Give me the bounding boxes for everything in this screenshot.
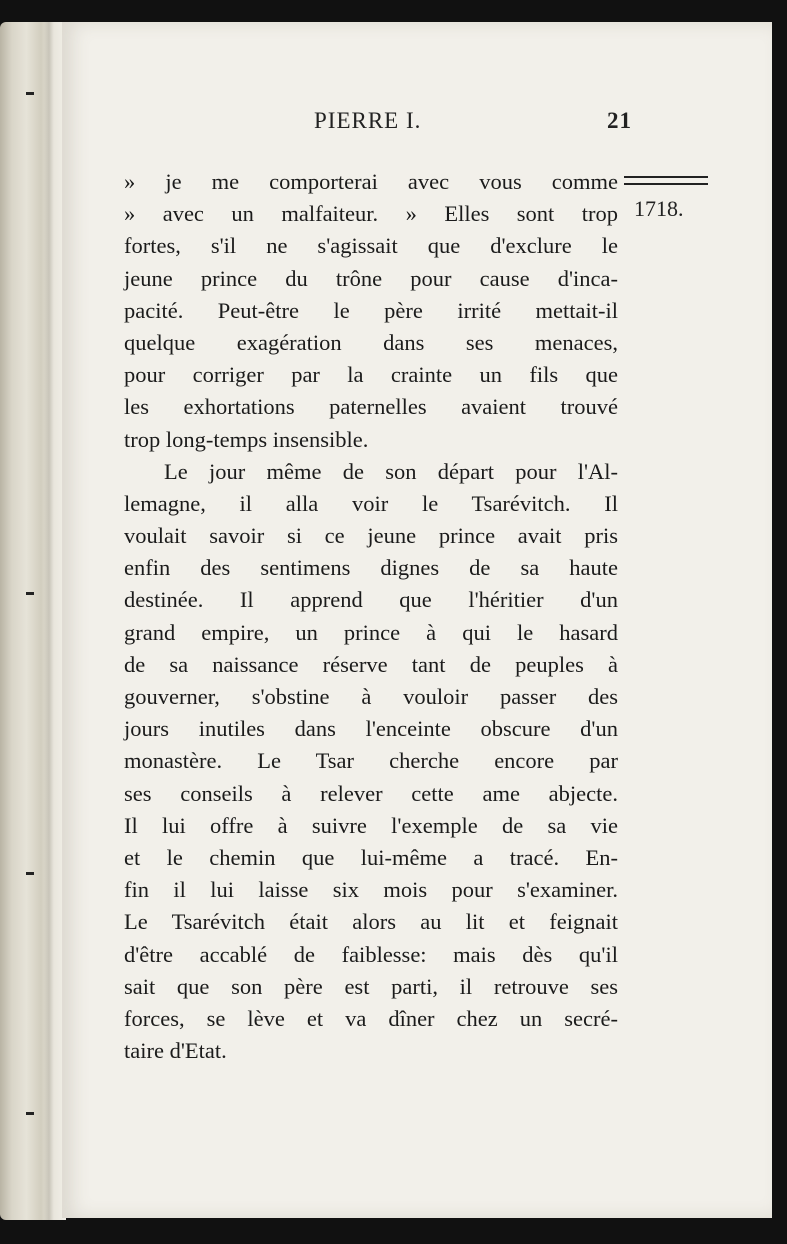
text-line: taire d'Etat. <box>124 1038 227 1064</box>
text-line: gouverner, s'obstine à vouloir passer des <box>124 684 618 709</box>
text-line: destinée. Il apprend que l'héritier d'un <box>124 587 618 613</box>
text-line: Le Tsarévitch était alors au lit et feignait <box>124 909 618 935</box>
binding-mark <box>26 872 34 875</box>
body-text <box>124 166 618 1067</box>
text-line: » je me comporterai avec vous comme <box>124 169 618 194</box>
text-line: grand empire, un prince à qui le hasard <box>124 619 618 645</box>
text-line: Le jour même de son départ pour l'Al- <box>164 458 618 484</box>
text-line: jours inutiles dans l'enceinte obscure d'un <box>124 716 618 742</box>
page-number: 21 <box>607 108 632 133</box>
text-line: les exhortations paternelles avaient trouvé <box>124 394 618 420</box>
text-line: monastère. Le Tsar cherche encore par <box>124 748 618 774</box>
text-line: voulait savoir si ce jeune prince avait pris <box>124 523 618 549</box>
binding-mark <box>26 1112 34 1115</box>
text-line: pour corriger par la crainte un fils que <box>124 362 618 388</box>
text-line: ses conseils à relever cette ame abjecte. <box>124 780 618 806</box>
text-line: trop long-temps insensible. <box>124 426 369 452</box>
text-line: lemagne, il alla voir le Tsarévitch. Il <box>124 490 618 516</box>
text-line: pacité. Peut-être le père irrité mettait-il <box>124 297 618 323</box>
text-line: jeune prince du trône pour cause d'inca- <box>124 265 618 291</box>
text-line: forces, se lève et va dîner chez un secré- <box>124 1005 618 1031</box>
text-line: sait que son père est parti, il retrouve ses <box>124 973 618 999</box>
binding-mark <box>26 592 34 595</box>
margin-rule <box>624 176 708 178</box>
text-line: enfin des sentimens dignes de sa haute <box>124 555 618 581</box>
running-header <box>314 108 644 142</box>
margin-rule <box>624 183 708 185</box>
text-line: de sa naissance réserve tant de peuples à <box>124 651 618 677</box>
text-line: quelque exagération dans ses menaces, <box>124 329 618 355</box>
text-line: » avec un malfaiteur. » Elles sont trop <box>124 201 618 227</box>
text-line: et le chemin que lui-même a tracé. En- <box>124 844 618 870</box>
margin-year: 1718. <box>634 196 684 221</box>
spine-fold-shadow <box>44 22 54 1220</box>
text-line: fortes, s'il ne s'agissait que d'exclure le <box>124 233 618 259</box>
text-line: d'être accablé de faiblesse: mais dès qu'il <box>124 941 618 967</box>
binding-mark <box>26 92 34 95</box>
text-line: Il lui offre à suivre l'exemple de sa vie <box>124 812 618 838</box>
book-spine <box>0 22 66 1220</box>
text-line: fin il lui laisse six mois pour s'examiner. <box>124 877 618 903</box>
header-title: PIERRE I. <box>314 108 422 133</box>
